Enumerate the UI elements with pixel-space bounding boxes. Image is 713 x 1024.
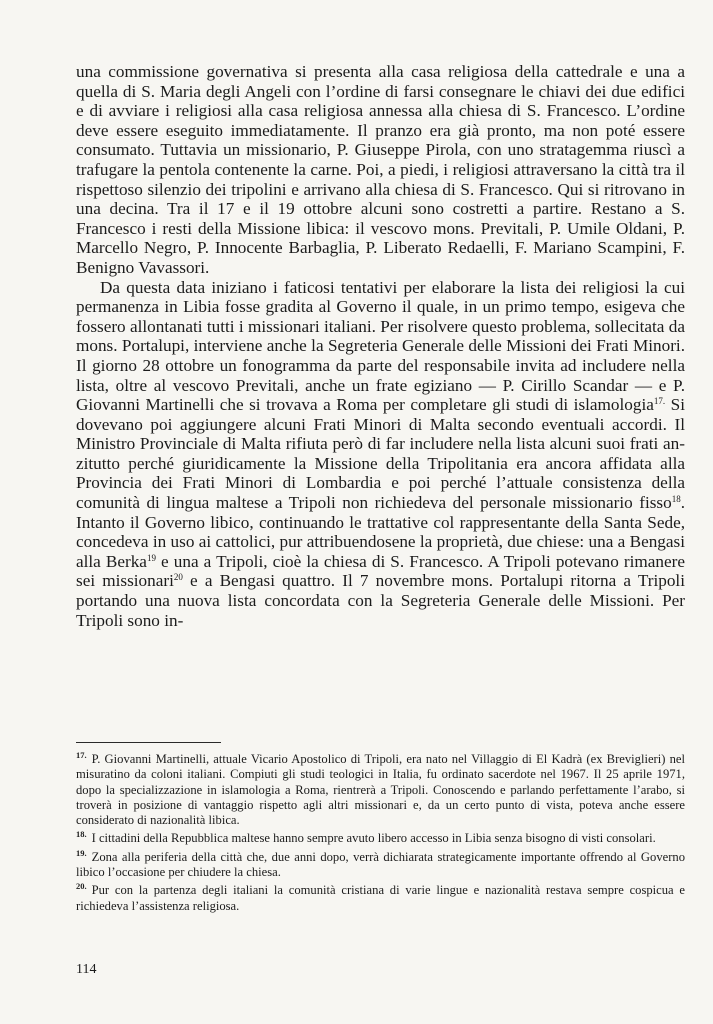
footnote-17 <box>76 752 685 828</box>
text-segment: . Intanto il Governo libico, continuando le trattative col rappresentante della Santa Sede, concedeva in uso ai cattolici, pur attribuendosene la proprietà, due chiese: una a Bengasi alla Berka <box>76 493 685 571</box>
paragraph-1 <box>76 62 685 278</box>
paragraph-2 <box>76 278 685 631</box>
footnote-text: P. Giovanni Martinelli, attuale Vicario Apostolico di Tripoli, era nato nel Villaggio di El Kadrà (ex Breviglieri) nel misuratino da coloni italiani. Compiuti gli studi teologici in Italia, fu ordinato sacerdote nel 1967. Il 25 aprile 1971, dopo la specializzazione in islamologia a Roma, rientrerà a Tripoli. Conoscendo e parlando perfettamente l’arabo, si troverà in posizione di vantaggio rispetto agli altri missionari e, da un certo punto di vista, poteva anche essere considerato di nazionalità libica. <box>76 752 685 828</box>
footnotes <box>76 752 685 917</box>
page-number: 114 <box>76 962 97 977</box>
footnote-reference: 17. <box>653 396 666 407</box>
footnote-reference: 18 <box>671 494 681 505</box>
footnote-20 <box>76 883 685 914</box>
footnote-19 <box>76 847 685 881</box>
footnote-number: 17. <box>76 750 87 760</box>
text-segment: e a Bengasi quattro. Il 7 novembre mons. Portalupi ritorna a Tripoli portando una nuova lista concordata con la Segreteria Generale delle Missioni. Per Tripoli sono in- <box>76 571 685 630</box>
footnote-number: 19. <box>76 847 87 858</box>
text-segment: Si dovevano poi aggiungere alcuni Frati Minori di Malta secondo eventuali accordi. Il Ministro Provinciale di Malta rifiuta però di far includere nella lista alcuni suoi frati anzitutto perché giuridicamente la Missione della Tripolitania era ancora affidata alla Provincia dei Frati Minori di Lombardia e poi perché l’attuale consistenza della comunità di lingua maltese a Tripoli non richiedeva del personale missionario fisso <box>76 395 685 513</box>
footnote-reference: 19 <box>146 552 156 563</box>
text-segment: Da questa data iniziano i faticosi tentativi per elaborare la lista dei religiosi la cui permanenza in Libia fosse gradita al Governo il quale, in un primo tempo, esigeva che fossero allontanati tutti i missionari italiani. Per risolvere questo problema, sollecitata da mons. Portalupi, interviene anche la Segreteria Generale delle Missioni dei Frati Minori. Il giorno 28 ottobre un fonogramma da parte del responsabile invita ad includere nella lista, oltre al vescovo Previtali, anche un frate egiziano — P. Cirillo Scandar — e P. Giovanni Martinelli che si trovava a Roma per completare gli studi di islamologia <box>76 277 685 415</box>
footnote-18 <box>76 831 685 846</box>
text-segment: una commissione governativa si presenta alla casa religiosa della cattedrale e una a quella di S. Maria degli Angeli con l’ordine di farsi consegnare le chiavi dei due edifici e di avviare i religiosi alla casa religiosa annessa alla chiesa di S. Francesco. L’ordine deve essere eseguito immediatamente. Il pranzo era già pronto, ma non poté essere consumato. Tuttavia un missionario, P. Giuseppe Pirola, con uno stratagemma riuscì a trafugare la pentola contenente la carne. Poi, a piedi, i religiosi attraversano la città tra il rispettoso silenzio dei tripolini e arrivano alla chiesa di S. Francesco. Qui si ritrovano in una decina. Tra il 17 e il 19 ottobre alcuni sono costretti a partire. Restano a S. Francesco i resti della Missione libica: il vescovo mons. Previtali, P. Umile Oldani, P. Marcello Negro, P. Innocente Barbaglia, P. Liberato Redaelli, F. Mariano Scampini, F. Benigno Vavassori. <box>76 62 685 277</box>
text-segment: e una a Tripoli, cioè la chiesa di S. Francesco. A Tripoli potevano rimanere sei missionari <box>76 551 686 591</box>
footnote-separator <box>76 742 221 743</box>
footnote-text: Pur con la partenza degli italiani la comunità cristiana di varie lingue e nazionalità restava sempre cospicua e richiedeva l’assistenza religiosa. <box>76 883 685 913</box>
footnote-text: I cittadini della Repubblica maltese hanno sempre avuto libero accesso in Libia senza bisogno di visti consolari. <box>91 831 656 846</box>
footnote-text: Zona alla periferia della città che, due anni dopo, verrà dichiarata strategicamente importante offrendo al Governo libico l’occasione per chiudere la chiesa. <box>76 849 685 880</box>
footnote-number: 20. <box>76 881 87 892</box>
footnote-number: 18. <box>76 829 87 840</box>
main-text <box>76 62 685 630</box>
footnote-reference: 20 <box>173 572 183 583</box>
